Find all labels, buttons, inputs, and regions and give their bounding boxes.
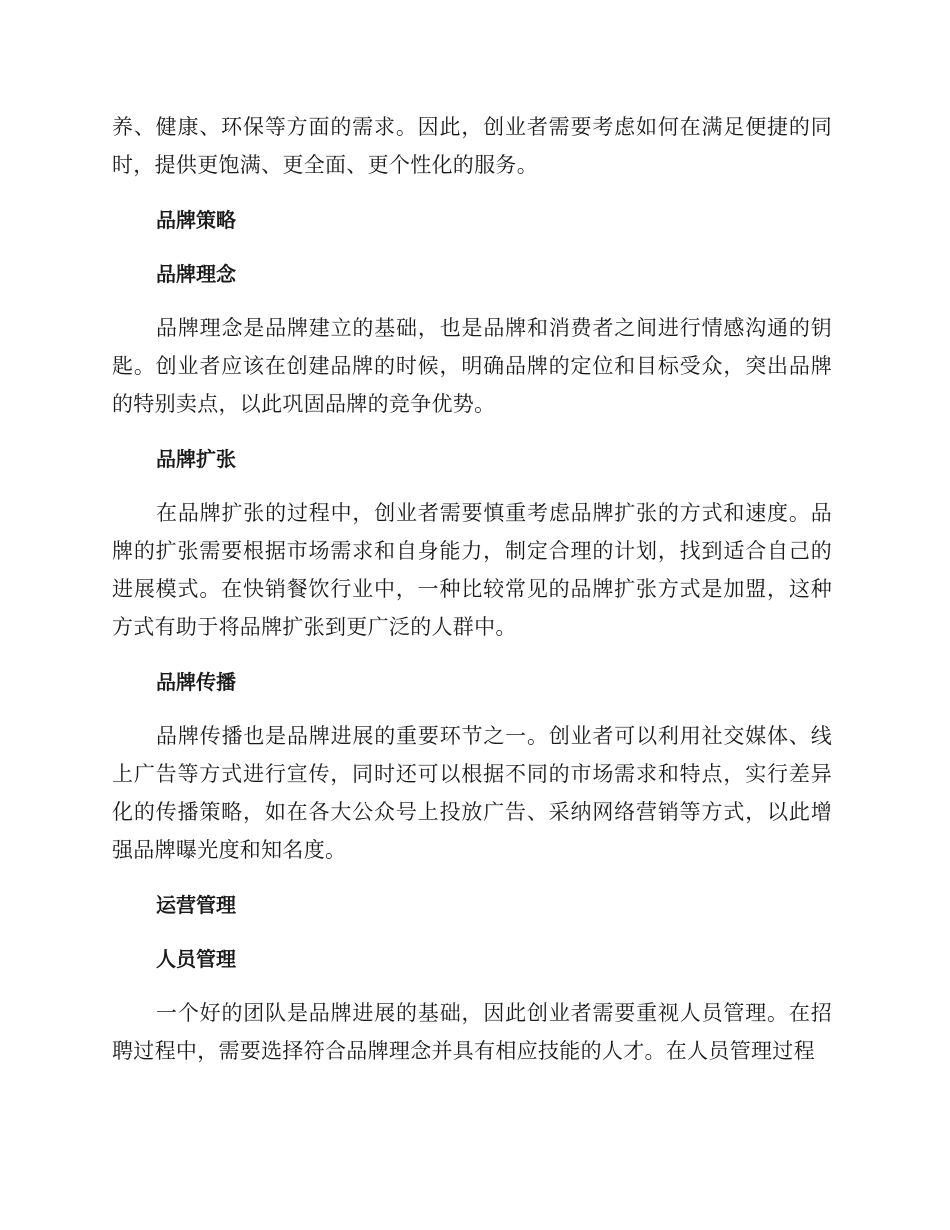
heading-brand-communication: 品牌传播 xyxy=(156,670,236,694)
paragraph-intro-continuation: 养、健康、环保等方面的需求。因此，创业者需要考虑如何在满足便捷的同时，提供更饱满、更全面、更个性化的服务。 xyxy=(112,115,832,177)
paragraph-personnel: 一个好的团队是品牌进展的基础，因此创业者需要重视人员管理。在招聘过程中，需要选择符合品牌理念并具有相应技能的人才。在人员管理过程 xyxy=(112,1001,832,1063)
heading-personnel: 人员管理 xyxy=(156,947,236,971)
heading-brand-strategy: 品牌策略 xyxy=(156,208,236,232)
heading-brand-concept: 品牌理念 xyxy=(156,262,236,286)
heading-brand-expansion: 品牌扩张 xyxy=(156,447,236,471)
heading-operations: 运营管理 xyxy=(156,893,236,917)
paragraph-brand-communication: 品牌传播也是品牌进展的重要环节之一。创业者可以利用社交媒体、线上广告等方式进行宣传，同时还可以根据不同的市场需求和特点，实行差异化的传播策略，如在各大公众号上投放广告、采纳网络营销等方式，以此增强品牌曝光度和知名度。 xyxy=(112,724,832,862)
document-page xyxy=(112,108,832,1070)
paragraph-brand-concept: 品牌理念是品牌建立的基础，也是品牌和消费者之间进行情感沟通的钥匙。创业者应该在创建品牌的时候，明确品牌的定位和目标受众，突出品牌的特别卖点，以此巩固品牌的竞争优势。 xyxy=(112,316,832,416)
paragraph-brand-expansion: 在品牌扩张的过程中，创业者需要慎重考虑品牌扩张的方式和速度。品牌的扩张需要根据市场需求和自身能力，制定合理的计划，找到适合自己的进展模式。在快销餐饮行业中，一种比较常见的品牌扩张方式是加盟，这种方式有助于将品牌扩张到更广泛的人群中。 xyxy=(112,501,832,639)
